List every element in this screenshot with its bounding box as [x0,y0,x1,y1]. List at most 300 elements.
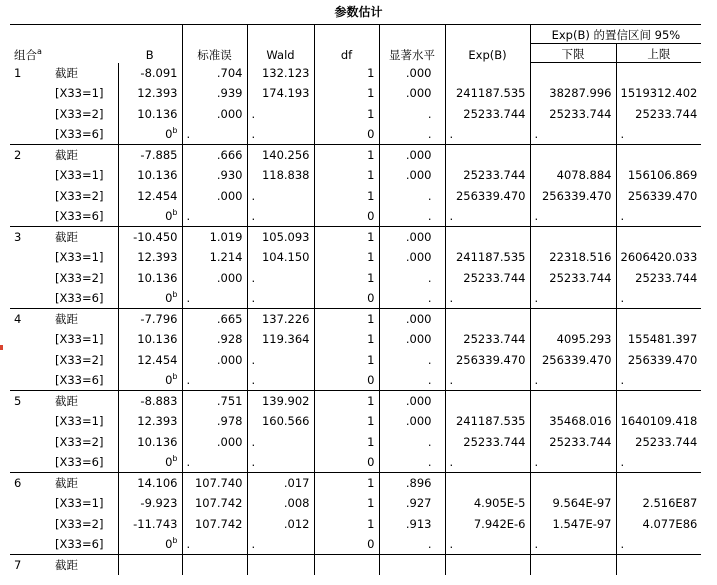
cell-lower: 22318.516 [530,247,616,267]
cell-df: 0 [314,370,379,391]
cell-upper: 155481.397 [616,329,701,349]
cell-sig [379,473,445,494]
group-number: 3 [14,230,22,244]
group-number [10,493,55,513]
cell-sig [379,432,445,452]
cell-b: 12.393 [118,83,182,103]
cell-sig-value: . [427,106,432,121]
cell-b: -10.450 [118,227,182,248]
cell-upper: 25233.744 [616,268,701,288]
table-row [10,124,701,145]
cell-sig-value: . [427,208,432,223]
parameter-label: 截距 [55,394,78,409]
group-number [10,268,55,288]
cell-expb: . [445,534,530,555]
cell-sig [379,329,445,349]
cell-wald: .012 [247,514,314,534]
group-number [10,124,55,145]
cell-upper: . [616,370,701,391]
table-row [10,493,701,513]
parameter-label: [X33=2] [55,270,104,285]
header-b: B [118,25,182,63]
cell-se: . [182,534,247,555]
group-number [10,186,55,206]
cell-expb: . [445,206,530,227]
cell-b: 10.136 [118,329,182,349]
group-number [10,288,55,309]
cell-df: 1 [314,391,379,412]
cell-b: 12.393 [118,247,182,267]
cell-wald: . [247,124,314,145]
cell-b [118,452,182,473]
cell-sig [379,370,445,391]
cell-sig [379,288,445,309]
cell-b [118,534,182,555]
table-row [10,411,701,431]
cell-upper [616,473,701,494]
cell-df: 1 [314,432,379,452]
cell-upper: . [616,124,701,145]
cell-b: 12.454 [118,186,182,206]
cell-se: . [182,452,247,473]
cell-sig-value: . [427,188,432,203]
cell-sig-value: .000 [405,312,432,327]
cell-sig [379,493,445,513]
cell-se: 1.214 [182,247,247,267]
cell-upper: 256339.470 [616,186,701,206]
cell-wald: . [247,206,314,227]
cell-sig [379,391,445,412]
group-number [10,104,55,124]
table-row [10,452,701,473]
header-group-footnote: a [37,46,42,56]
header-se: 标准误 [182,25,247,63]
cell-df: 1 [314,411,379,431]
cell-wald: 104.150 [247,247,314,267]
group-number: 2 [14,148,22,162]
cell-sig-value: .000 [405,86,432,101]
group-number [10,514,55,534]
cell-lower: 35468.016 [530,411,616,431]
cell-lower: 4095.293 [530,329,616,349]
cell-sig [379,411,445,431]
cell-upper: 2.516E87 [616,493,701,513]
cell-b: 14.106 [118,473,182,494]
cell-df: 1 [314,493,379,513]
table-row [10,247,701,267]
cell-sig [379,350,445,370]
parameter-label: [X33=1] [55,168,104,183]
cell-sig-value: . [427,290,432,305]
parameter-label: 截距 [55,312,78,327]
cell-sig [379,247,445,267]
cell-expb: 25233.744 [445,268,530,288]
table-row [10,83,701,103]
cell-sig-value: . [427,352,432,367]
cell-df: 1 [314,186,379,206]
parameter-estimates-table [10,24,701,575]
cell-b-value: 0 [165,536,173,551]
cell-sig [379,452,445,473]
row-marker [0,345,3,350]
cell-expb: 256339.470 [445,186,530,206]
cell-df: 1 [314,350,379,370]
cell-df: 1 [314,268,379,288]
cell-expb: 4.905E-5 [445,493,530,513]
cell-sig-value: . [427,536,432,551]
group-number: 1 [14,65,22,80]
cell-se: . [182,124,247,145]
redundant-footnote: b [172,290,178,300]
cell-b: 10.136 [118,165,182,185]
parameter-label: [X33=6] [55,452,118,473]
cell-lower: 1.547E-97 [530,514,616,534]
cell-df: 0 [314,452,379,473]
cell-df: 1 [314,165,379,185]
cell-wald: 139.902 [247,391,314,412]
group-number [10,534,55,555]
cell-expb [445,555,530,576]
redundant-footnote: b [172,372,178,382]
cell-sig [379,165,445,185]
parameter-label: [X33=2] [55,434,104,449]
cell-expb: . [445,124,530,145]
cell-se: . [182,288,247,309]
table-row [10,391,701,412]
redundant-footnote: b [172,454,178,464]
cell-sig-value: .000 [405,230,432,245]
cell-lower: 25233.744 [530,432,616,452]
cell-df: 0 [314,288,379,309]
cell-wald: .008 [247,493,314,513]
cell-b: -8.091 [118,63,182,84]
table-row [10,186,701,206]
cell-sig [379,206,445,227]
table-row [10,165,701,185]
redundant-footnote: b [172,208,178,218]
cell-df: 1 [314,473,379,494]
cell-df [314,555,379,576]
cell-expb: . [445,370,530,391]
cell-sig [379,268,445,288]
group-number [10,432,55,452]
header-wald: Wald [247,25,314,63]
cell-expb: 25233.744 [445,432,530,452]
cell-sig-value: .000 [405,168,432,183]
cell-b: 12.454 [118,350,182,370]
cell-b: -7.796 [118,309,182,330]
parameter-label: [X33=2] [55,188,104,203]
cell-sig [379,227,445,248]
table-row [10,206,701,227]
cell-sig [379,534,445,555]
cell-df: 1 [314,247,379,267]
cell-lower: 9.564E-97 [530,493,616,513]
group-number [10,411,55,431]
cell-b [118,370,182,391]
cell-wald: 132.123 [247,63,314,84]
cell-se: .000 [182,350,247,370]
cell-wald: 118.838 [247,165,314,185]
table-row [10,534,701,555]
cell-b-value: 0 [165,126,173,141]
cell-sig [379,145,445,166]
header-group-label: 组合 [14,47,37,62]
table-row [10,288,701,309]
parameter-label: 截距 [55,148,78,163]
cell-lower: . [530,452,616,473]
parameter-label: [X33=1] [55,496,104,511]
cell-df: 1 [314,145,379,166]
cell-se: .930 [182,165,247,185]
cell-upper [616,227,701,248]
cell-lower: . [530,206,616,227]
cell-sig-value: .000 [405,65,432,80]
cell-wald: 160.566 [247,411,314,431]
cell-se: .666 [182,145,247,166]
cell-b-value: 0 [165,290,173,305]
parameter-label: [X33=1] [55,250,104,265]
cell-upper [616,309,701,330]
cell-upper: 1519312.402 [616,83,701,103]
cell-sig-value: .000 [405,394,432,409]
cell-upper: 1640109.418 [616,411,701,431]
group-number [10,452,55,473]
cell-b [118,288,182,309]
cell-lower [530,145,616,166]
cell-b: -7.885 [118,145,182,166]
cell-wald: .017 [247,473,314,494]
cell-sig-value: .000 [405,250,432,265]
group-number: 7 [14,558,22,572]
header-sig: 显著水平 [379,25,445,63]
cell-wald: . [247,432,314,452]
cell-lower [530,473,616,494]
cell-b: -11.743 [118,514,182,534]
redundant-footnote: b [172,126,178,136]
cell-sig [379,83,445,103]
parameter-label: [X33=6] [55,288,118,309]
parameter-label: [X33=6] [55,370,118,391]
cell-df: 1 [314,104,379,124]
table-row [10,309,701,330]
cell-wald: 140.256 [247,145,314,166]
cell-expb: 7.942E-6 [445,514,530,534]
parameter-label: [X33=1] [55,414,104,429]
cell-lower: 25233.744 [530,104,616,124]
cell-lower: . [530,534,616,555]
cell-sig-value: .896 [405,476,432,491]
cell-lower [530,555,616,576]
cell-b: -9.923 [118,493,182,513]
cell-upper: 2606420.033 [616,247,701,267]
cell-sig-value: . [427,126,432,141]
parameter-label: [X33=6] [55,206,118,227]
cell-upper: . [616,534,701,555]
cell-wald: . [247,452,314,473]
group-number: 5 [14,394,22,408]
cell-upper: 4.077E86 [616,514,701,534]
cell-se: .000 [182,104,247,124]
parameter-label: 截距 [55,65,78,80]
cell-sig-value: .927 [405,496,432,511]
cell-expb [445,473,530,494]
table-row [10,268,701,288]
cell-sig [379,124,445,145]
cell-wald: . [247,534,314,555]
table-row [10,432,701,452]
header-group [10,25,118,63]
cell-lower: 256339.470 [530,350,616,370]
cell-df: 1 [314,63,379,84]
cell-b-value: 0 [165,454,173,469]
group-number [10,206,55,227]
cell-expb: 241187.535 [445,411,530,431]
header-ci: Exp(B) 的置信区间 95% [530,25,701,44]
cell-sig-value: . [427,372,432,387]
table-row [10,514,701,534]
cell-upper: . [616,288,701,309]
table-row [10,227,701,248]
cell-df: 0 [314,534,379,555]
cell-wald: 119.364 [247,329,314,349]
cell-wald: . [247,268,314,288]
cell-sig-value: . [427,454,432,469]
parameter-label: [X33=1] [55,332,104,347]
cell-wald [247,555,314,576]
cell-se: 107.742 [182,493,247,513]
cell-b [118,206,182,227]
cell-lower: 4078.884 [530,165,616,185]
cell-se: .000 [182,186,247,206]
cell-b: 12.393 [118,411,182,431]
cell-se: .000 [182,432,247,452]
cell-expb [445,227,530,248]
cell-lower: . [530,124,616,145]
cell-upper: 256339.470 [616,350,701,370]
cell-sig [379,104,445,124]
cell-b: 10.136 [118,104,182,124]
group-number: 4 [14,312,22,326]
parameter-label: [X33=2] [55,106,104,121]
cell-sig-value: .000 [405,148,432,163]
cell-sig [379,514,445,534]
cell-upper: 25233.744 [616,432,701,452]
cell-expb [445,63,530,84]
group-number [10,165,55,185]
cell-sig-value: . [427,270,432,285]
parameter-label: 截距 [55,230,78,245]
cell-se: . [182,370,247,391]
header-lower: 下限 [530,44,616,63]
parameter-label: [X33=1] [55,86,104,101]
header-upper: 上限 [616,44,701,63]
parameter-label: [X33=2] [55,352,104,367]
table-title: 参数估计 [334,5,383,19]
group-number [10,83,55,103]
group-number: 6 [14,476,22,490]
cell-lower [530,391,616,412]
cell-upper: 156106.869 [616,165,701,185]
parameter-label: [X33=6] [55,534,118,555]
cell-se: .939 [182,83,247,103]
table-row [10,473,701,494]
parameter-label: 截距 [55,558,78,573]
cell-wald: 174.193 [247,83,314,103]
cell-expb [445,391,530,412]
cell-wald: . [247,350,314,370]
cell-expb [445,145,530,166]
group-number [10,329,55,349]
table-row [10,555,701,576]
cell-se: .978 [182,411,247,431]
cell-expb: 241187.535 [445,83,530,103]
cell-upper: . [616,206,701,227]
parameter-label: 截距 [55,476,78,491]
cell-expb: 25233.744 [445,165,530,185]
cell-df: 0 [314,124,379,145]
cell-se: .704 [182,63,247,84]
cell-b: 10.136 [118,432,182,452]
cell-se: . [182,206,247,227]
cell-lower [530,309,616,330]
cell-expb: 241187.535 [445,247,530,267]
cell-df: 0 [314,206,379,227]
cell-lower: 256339.470 [530,186,616,206]
cell-upper: 25233.744 [616,104,701,124]
parameter-label: [X33=6] [55,124,118,145]
cell-wald: . [247,288,314,309]
cell-df: 1 [314,227,379,248]
cell-b: 10.136 [118,268,182,288]
cell-lower: 38287.996 [530,83,616,103]
cell-lower: . [530,288,616,309]
cell-se: 1.019 [182,227,247,248]
cell-b [118,555,182,576]
group-number [10,370,55,391]
table-body [10,63,701,576]
group-number [10,247,55,267]
cell-lower [530,227,616,248]
cell-sig [379,309,445,330]
cell-upper [616,145,701,166]
cell-expb: 256339.470 [445,350,530,370]
cell-wald: . [247,370,314,391]
cell-sig [379,186,445,206]
parameter-label: [X33=2] [55,516,104,531]
cell-expb: 25233.744 [445,104,530,124]
table-row [10,370,701,391]
cell-expb: . [445,288,530,309]
cell-sig-value: .913 [405,516,432,531]
cell-b-value: 0 [165,208,173,223]
cell-expb: 25233.744 [445,329,530,349]
table-row [10,329,701,349]
table-row [10,145,701,166]
cell-se: .665 [182,309,247,330]
cell-expb [445,309,530,330]
cell-wald: 137.226 [247,309,314,330]
cell-sig-value: . [427,434,432,449]
header-df: df [314,25,379,63]
cell-sig [379,63,445,84]
redundant-footnote: b [172,536,178,546]
table-row [10,63,701,84]
cell-upper [616,391,701,412]
cell-upper [616,63,701,84]
cell-se: .751 [182,391,247,412]
cell-se [182,555,247,576]
